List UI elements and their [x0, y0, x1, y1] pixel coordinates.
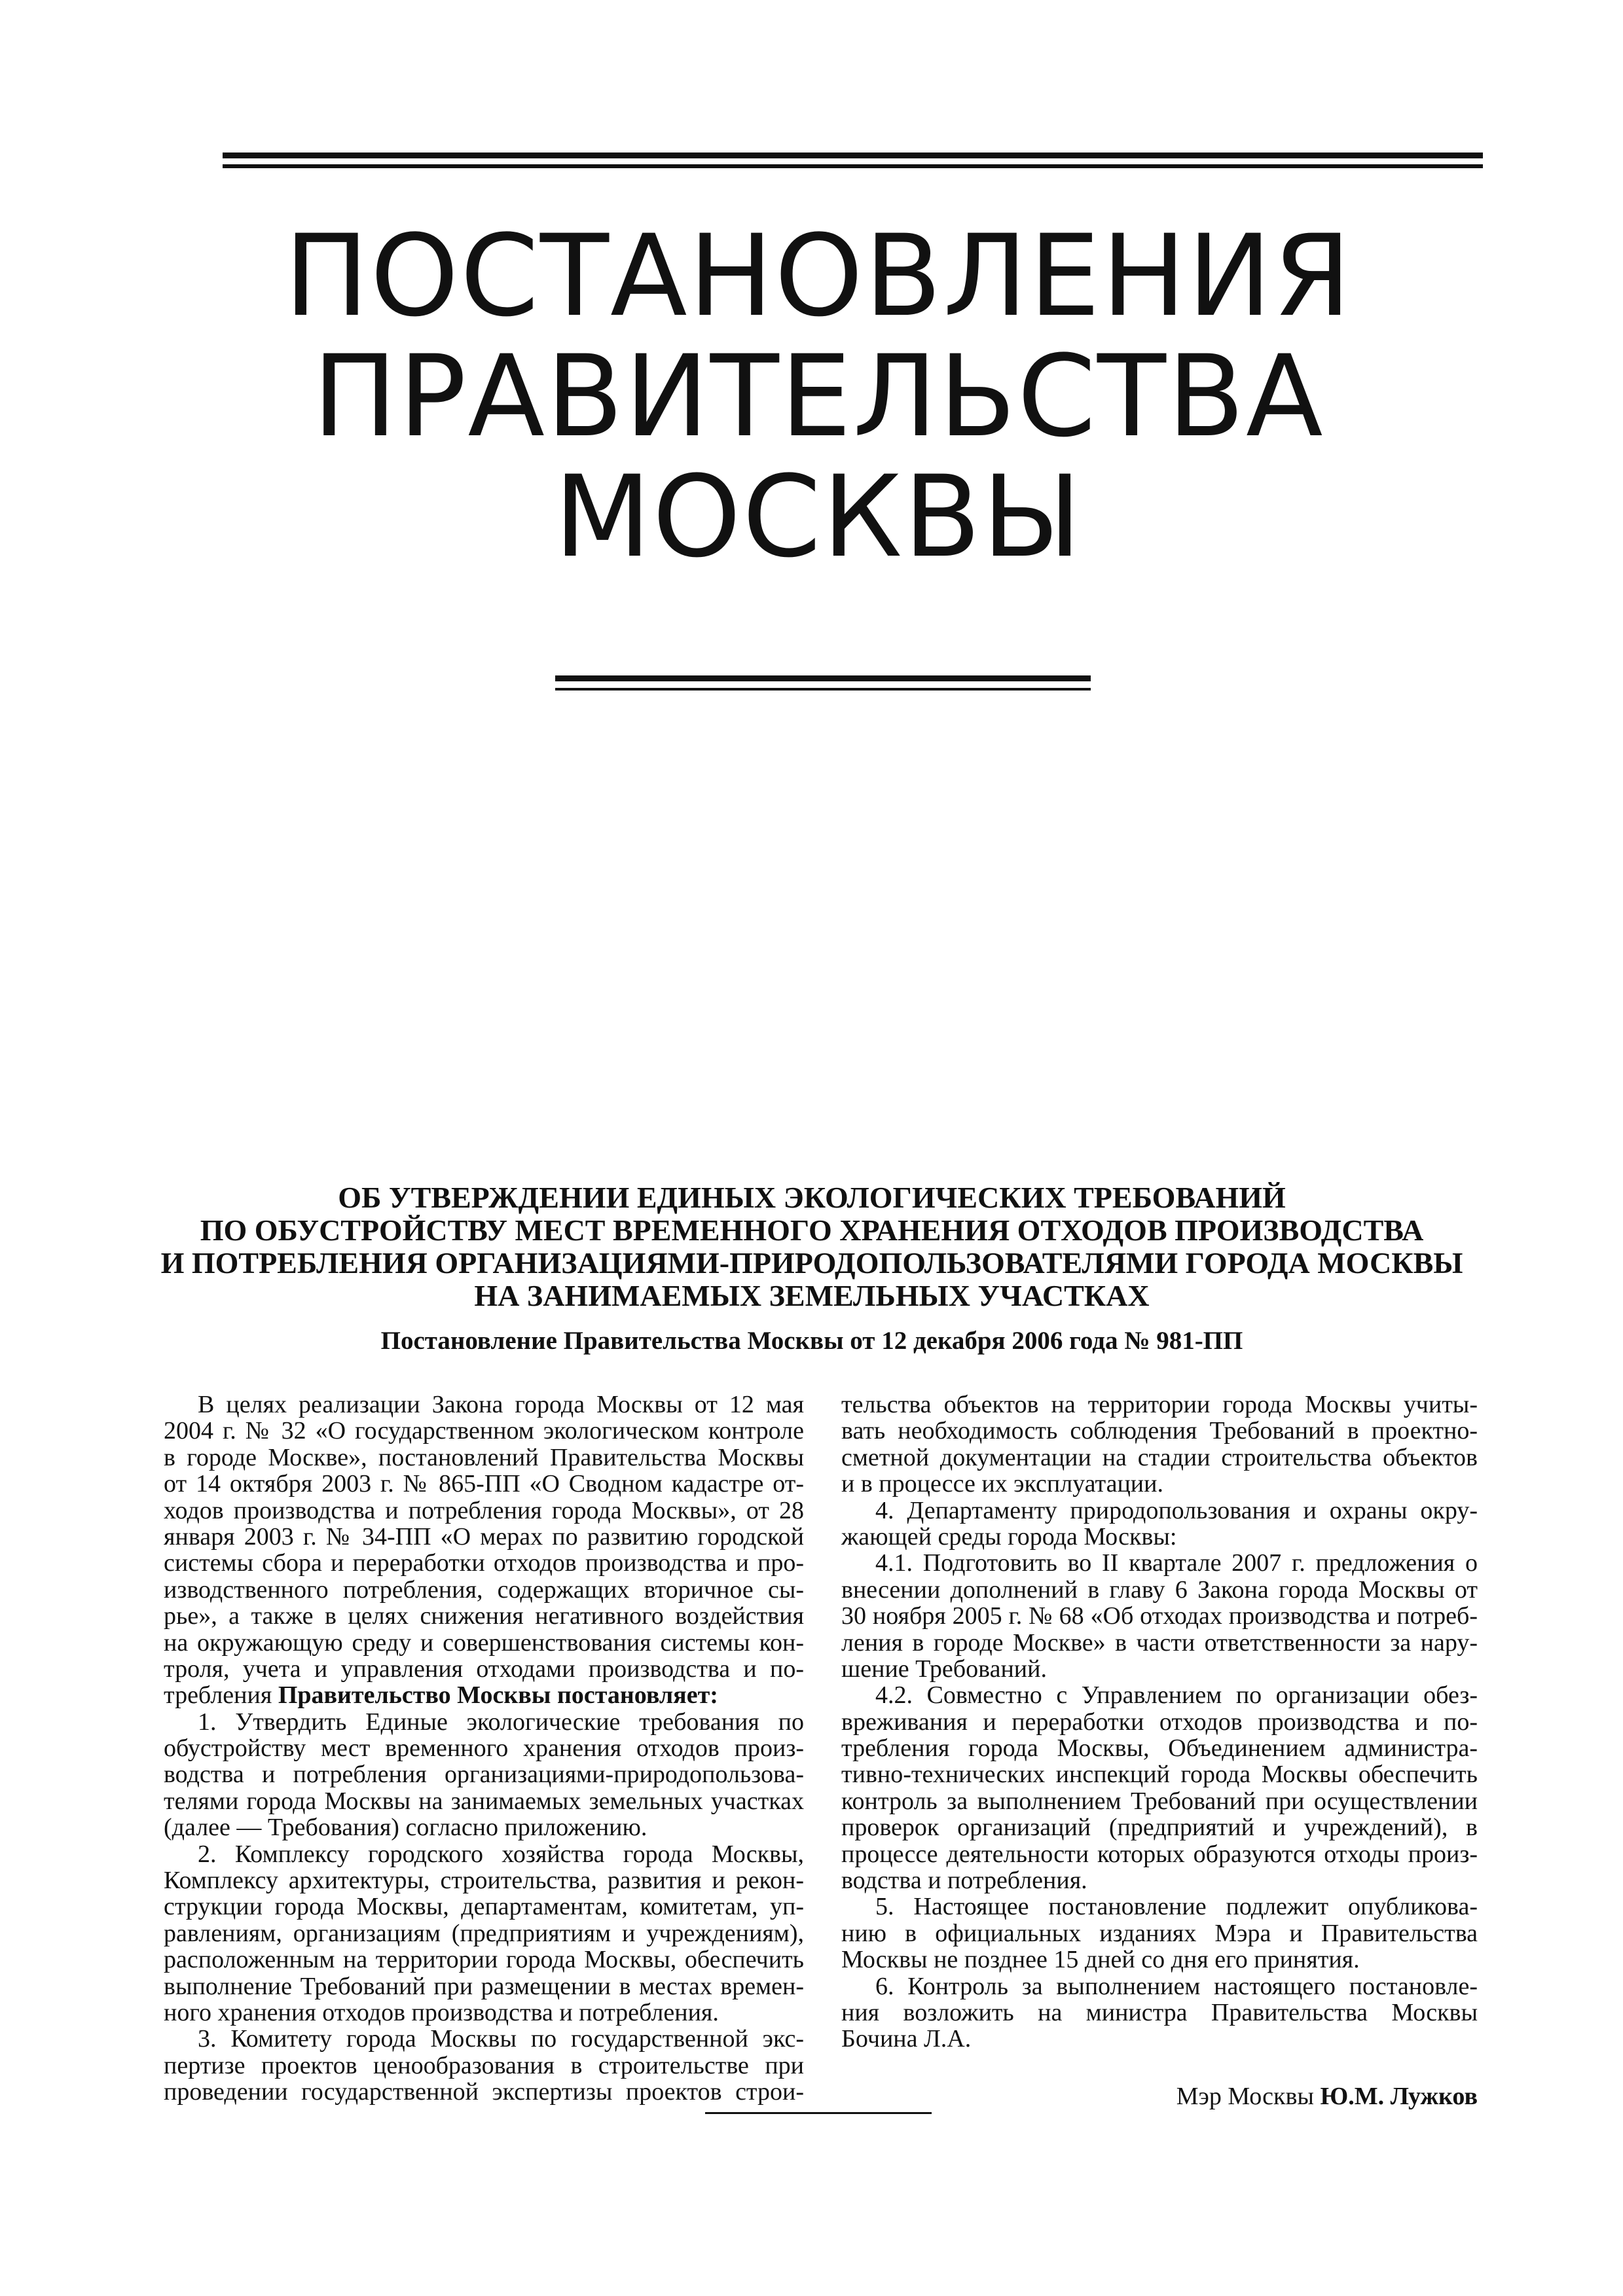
document-title-line: И ПОТРЕБЛЕНИЯ ОРГАНИЗАЦИЯМИ-ПРИРОДОПОЛЬЗОВАТЕЛЯМИ ГОРОДА МОСКВЫ [160, 1246, 1463, 1280]
masthead-line-3: МОСКВЫ [554, 451, 1083, 583]
paragraph-line: на окружающую среду и совершенствования системы кон- [164, 1628, 804, 1657]
top-double-rule-thick [223, 152, 1483, 158]
paragraph-line: Комплексу архитектуры, строительства, развития и рекон- [164, 1867, 804, 1895]
paragraph-line: 5. Настоящее постановление подлежит опубликова- [875, 1893, 1478, 1921]
masthead-underline-thick [555, 675, 1091, 681]
paragraph-line: (далее — Требования) согласно приложению. [164, 1814, 647, 1842]
paragraph-line: равлениям, организациям (предприятиям и учреждениям), [164, 1919, 804, 1947]
paragraph-line: проверок организаций (предприятий и учреждений), в [841, 1814, 1478, 1842]
paragraph-line: телями города Москвы на занимаемых земельных участках [164, 1787, 804, 1815]
paragraph-line: Бочина Л.А. [841, 2025, 972, 2053]
paragraph-line: водства и потребления организациями-природопользова- [164, 1761, 804, 1789]
paragraph-line: 6. Контроль за выполнением настоящего постановле- [875, 1972, 1478, 2000]
paragraph-line: в городе Москве», постановлений Правительства Москвы [164, 1443, 804, 1471]
signature-position: Мэр Москвы [1176, 2083, 1321, 2110]
paragraph-line: ного хранения отходов производства и потребления. [164, 1998, 719, 2026]
paragraph-line: 4. Департаменту природопользования и охраны окру- [875, 1496, 1478, 1524]
paragraph-line: контроль за выполнением Требований при осуществлении [841, 1787, 1478, 1815]
document-title-line: НА ЗАНИМАЕМЫХ ЗЕМЕЛЬНЫХ УЧАСТКАХ [474, 1279, 1150, 1312]
paragraph-line: системы сбора и переработки отходов производства и про- [164, 1549, 804, 1577]
paragraph-line: ходов производства и потребления города Москвы», от 28 [164, 1496, 804, 1524]
paragraph-line [164, 1682, 804, 1708]
paragraph-line: выполнение Требований при размещении в местах времен- [164, 1972, 804, 2000]
paragraph-line: нию в официальных изданиях Мэра и Правительства [841, 1919, 1478, 1947]
body-right-column [841, 1391, 1478, 2053]
paragraph-line: 1. Утвердить Единые экологические требования по [198, 1708, 804, 1736]
document-title-line: ОБ УТВЕРЖДЕНИИ ЕДИНЫХ ЭКОЛОГИЧЕСКИХ ТРЕБОВАНИЙ [338, 1181, 1286, 1214]
masthead-underline-thin [555, 688, 1091, 691]
paragraph-line: 4.2. Совместно с Управлением по организации обез- [875, 1681, 1478, 1710]
paragraph-line: троля, учета и управления отходами производства и по- [164, 1655, 804, 1683]
document-subtitle: Постановление Правительства Москвы от 12 декабря 2006 года № 981-ПП [380, 1327, 1243, 1355]
paragraph-line: 2. Комплексу городского хозяйства города Москвы, [198, 1840, 804, 1868]
decree-phrase: Правительство Москвы постановляет: [278, 1681, 718, 1710]
paragraph-line: водства и потребления. [841, 1867, 1087, 1895]
paragraph-line: 3. Комитету города Москвы по государственной экс- [198, 2025, 804, 2053]
paragraph-line: от 14 октября 2003 г. № 865-ПП «О Сводном кадастре от- [164, 1470, 804, 1498]
paragraph-line: тивно-технических инспекций города Москвы обеспечить [841, 1761, 1478, 1789]
paragraph-line: струкции города Москвы, департаментам, комитетам, уп- [164, 1893, 804, 1921]
paragraph-line: и в процессе их эксплуатации. [841, 1470, 1163, 1498]
paragraph-line: 2004 г. № 32 «О государственном экологическом контроле [164, 1417, 804, 1445]
paragraph-line: вреживания и переработки отходов производства и по- [841, 1708, 1478, 1736]
paragraph-line: требления города Москвы, Объединением администра- [841, 1734, 1478, 1763]
footnote-rule [705, 2112, 932, 2114]
paragraph-line: жающей среды города Москвы: [841, 1522, 1177, 1551]
document-title-line: ПО ОБУСТРОЙСТВУ МЕСТ ВРЕМЕННОГО ХРАНЕНИЯ ОТХОДОВ ПРОИЗВОДСТВА [200, 1213, 1424, 1247]
signature [1176, 2083, 1478, 2110]
paragraph-line: 30 ноября 2005 г. № 68 «Об отходах производства и потреб- [841, 1602, 1478, 1630]
paragraph-line: вать необходимость соблюдения Требований в проектно- [841, 1417, 1478, 1445]
document-title [118, 1181, 1506, 1312]
paragraph-line: 4.1. Подготовить во II квартале 2007 г. предложения о [875, 1549, 1478, 1577]
paragraph-line: сметной документации на стадии строительства объектов [841, 1443, 1478, 1471]
paragraph-line: расположенным на территории города Москвы, обеспечить [164, 1946, 804, 1974]
paragraph-line: рье», а также в целях снижения негативного воздействия [164, 1602, 804, 1630]
paragraph-line: тельства объектов на территории города Москвы учиты- [841, 1391, 1478, 1418]
masthead [196, 210, 1440, 583]
body-left-column [164, 1391, 804, 2106]
paragraph-line: внесении дополнений в главу 6 Закона города Москвы от [841, 1575, 1478, 1604]
paragraph-line: ния возложить на министра Правительства Москвы [841, 1998, 1478, 2026]
paragraph-line: проведении государственной экспертизы проектов строи- [164, 2078, 804, 2106]
paragraph-line: процессе деятельности которых образуются отходы произ- [841, 1840, 1478, 1868]
paragraph-line: Москвы не позднее 15 дней со дня его принятия. [841, 1946, 1360, 1974]
paragraph-line: ления в городе Москве» в части ответственности за нару- [841, 1628, 1478, 1657]
masthead-line-1: ПОСТАНОВЛЕНИЯ [284, 210, 1353, 342]
signature-name: Ю.М. Лужков [1320, 2083, 1478, 2110]
top-double-rule-thin [223, 164, 1483, 168]
paragraph-line: обустройству мест временного хранения отходов произ- [164, 1734, 804, 1763]
paragraph-line: изводственного потребления, содержащих вторичное сы- [164, 1575, 804, 1604]
paragraph-line: января 2003 г. № 34-ПП «О мерах по развитию городской [164, 1522, 804, 1551]
masthead-line-2: ПРАВИТЕЛЬСТВА [312, 331, 1324, 462]
paragraph-line: шение Требований. [841, 1655, 1047, 1683]
paragraph-line: В целях реализации Закона города Москвы от 12 мая [198, 1391, 804, 1418]
paragraph-line-text: требления [164, 1681, 278, 1710]
paragraph-line: пертизе проектов ценообразования в строительстве при [164, 2051, 804, 2079]
